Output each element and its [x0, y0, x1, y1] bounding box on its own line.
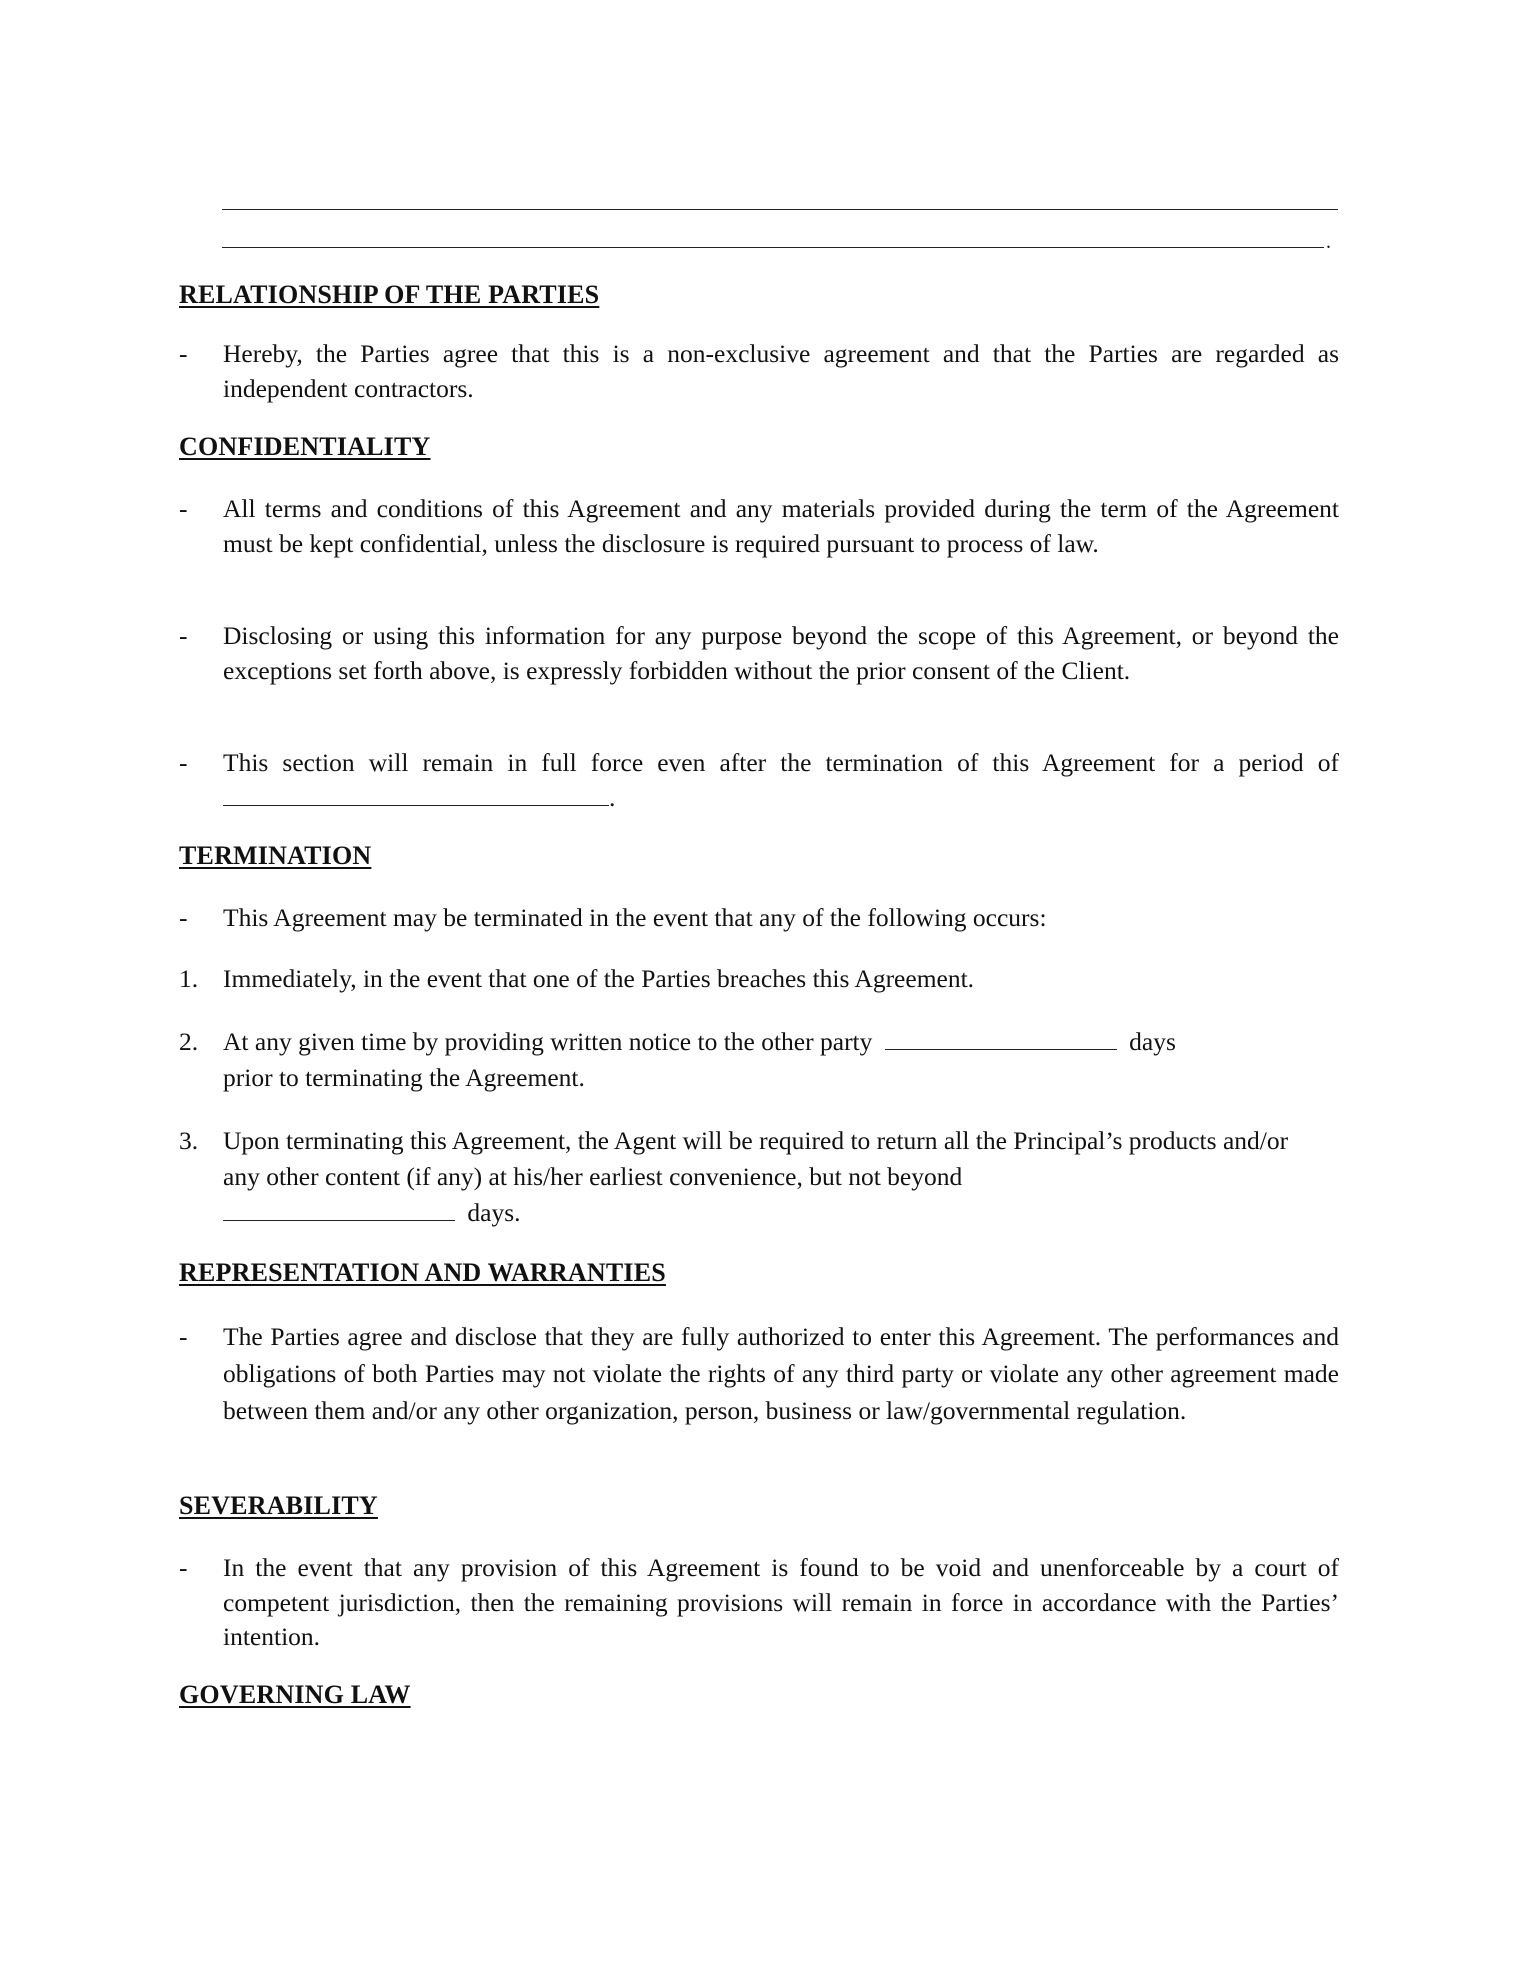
- list-marker: -: [179, 494, 188, 523]
- confidentiality-text-1: All terms and conditions of this Agreement and any materials provided during the term of the Agreement must be kept confidential, unless the disclosure is required pursuant to process of law.: [223, 494, 1339, 558]
- heading-representation: REPRESENTATION AND WARRANTIES: [179, 1258, 666, 1287]
- return-days-blank[interactable]: [223, 1198, 455, 1221]
- list-marker: 3.: [179, 1126, 199, 1155]
- list-marker: -: [179, 339, 188, 368]
- confidentiality-text-2: Disclosing or using this information for any purpose beyond the scope of this Agreement, or beyond the exceptions set forth above, is expressly forbidden without the prior consent of the Client.: [223, 621, 1339, 685]
- confidentiality-item-1: [179, 492, 1339, 561]
- termination-item-1: [179, 901, 1339, 936]
- confidentiality-item-2: [179, 619, 1339, 688]
- termination-text-3-after: prior to terminating the Agreement.: [223, 1063, 585, 1092]
- confidentiality-text-3-before: This section will remain in full force even after the termination of this Agreement for a period of: [223, 748, 1339, 777]
- list-marker: -: [179, 903, 188, 932]
- list-marker: -: [179, 1322, 188, 1351]
- confidentiality-text-3: [223, 746, 1339, 815]
- representation-text: The Parties agree and disclose that they are fully authorized to enter this Agreement. The performances and obligations of both Parties may not violate the rights of any third party or violate any other agreement made between them and/or any other organization, person, business or law/governmental regulation.: [223, 1322, 1339, 1425]
- confidentiality-item-3: [179, 746, 1339, 815]
- severability-text: In the event that any provision of this Agreement is found to be void and unenforceable by a court of competent jurisdiction, then the remaining provisions will remain in force in accordance with the Parties’ intention.: [223, 1553, 1339, 1651]
- representation-item-1: [179, 1318, 1339, 1429]
- list-marker: -: [179, 748, 188, 777]
- top-period: .: [1326, 231, 1331, 253]
- heading-severability: SEVERABILITY: [179, 1491, 378, 1520]
- termination-item-3: [179, 1024, 1339, 1096]
- termination-text-2: Immediately, in the event that one of the Parties breaches this Agreement.: [223, 964, 975, 993]
- termination-text-1: This Agreement may be terminated in the event that any of the following occurs:: [223, 903, 1047, 932]
- termination-text-4-before: Upon terminating this Agreement, the Agent will be required to return all the Principal’s products and/or any other content (if any) at his/her earliest convenience, but not beyond: [223, 1126, 1289, 1191]
- relationship-text: Hereby, the Parties agree that this is a non-exclusive agreement and that the Parties are regarded as independent contractors.: [223, 339, 1339, 403]
- blank-line-top-2: [222, 247, 1324, 248]
- notice-days-blank[interactable]: [885, 1027, 1117, 1050]
- termination-item-4: [179, 1123, 1319, 1231]
- relationship-item-1: [179, 337, 1339, 406]
- blank-line-top-1: [222, 209, 1338, 210]
- termination-item-2: [179, 962, 1339, 997]
- confidentiality-text-3-after: .: [609, 782, 616, 812]
- termination-text-4: [223, 1123, 1319, 1231]
- heading-relationship: RELATIONSHIP OF THE PARTIES: [179, 280, 600, 309]
- termination-text-3-mid: days: [1129, 1027, 1176, 1056]
- severability-item-1: [179, 1551, 1339, 1655]
- heading-termination: TERMINATION: [179, 841, 372, 870]
- list-marker: 1.: [179, 964, 199, 993]
- list-marker: -: [179, 621, 188, 650]
- heading-confidentiality: CONFIDENTIALITY: [179, 432, 431, 461]
- list-marker: 2.: [179, 1027, 199, 1056]
- termination-text-3-before: At any given time by providing written notice to the other party: [223, 1027, 873, 1056]
- list-marker: -: [179, 1553, 188, 1582]
- heading-governing-law: GOVERNING LAW: [179, 1680, 411, 1709]
- termination-text-3: [223, 1024, 1339, 1096]
- period-blank[interactable]: [223, 783, 609, 806]
- termination-text-4-after: days.: [467, 1198, 521, 1227]
